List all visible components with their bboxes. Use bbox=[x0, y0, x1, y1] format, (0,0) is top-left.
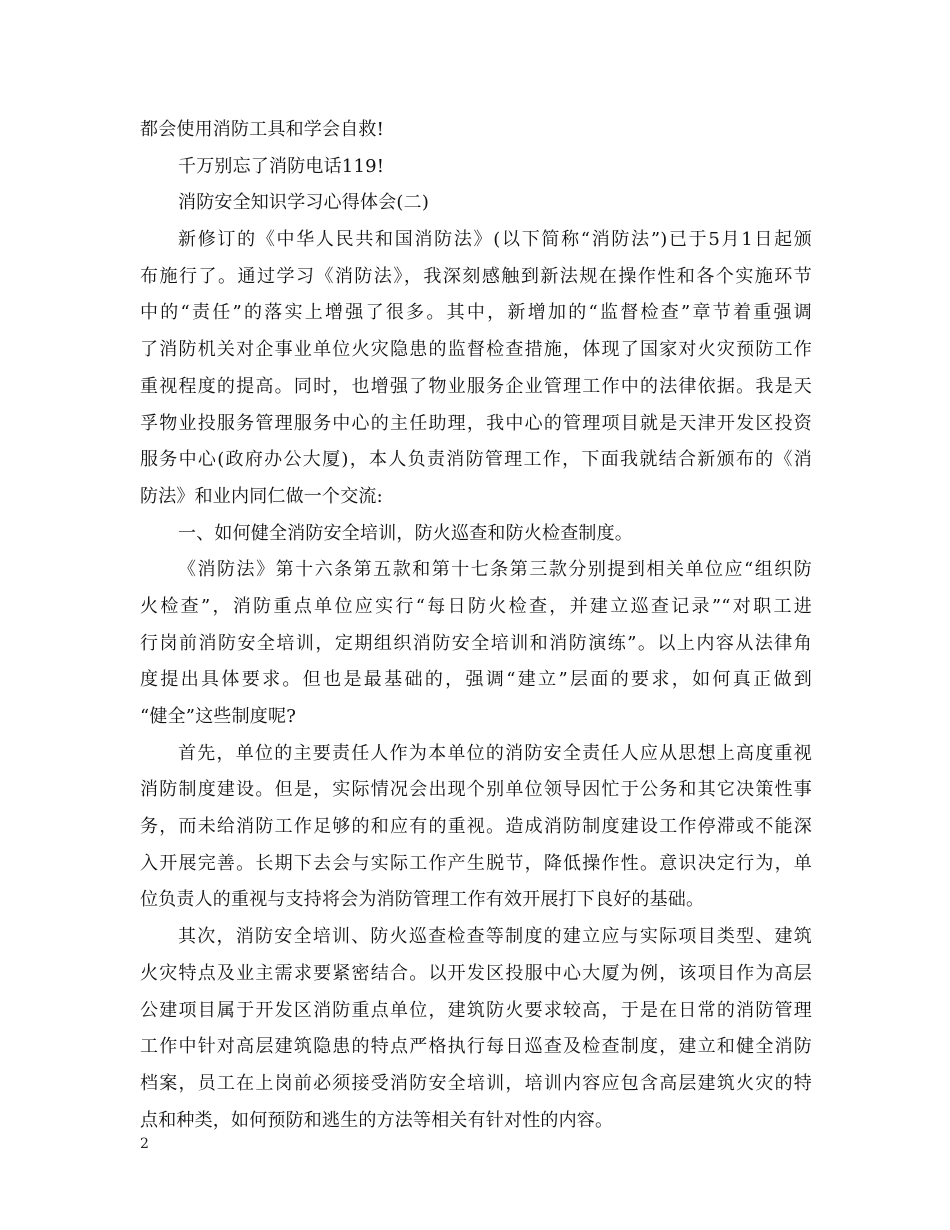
text-line: 《消防法》第十六条第五款和第十七条第三款分别提到相关单位应“组织防 bbox=[178, 559, 812, 581]
text-line: 工作中针对高层建筑隐患的特点严格执行每日巡查及检查制度，建立和健全消防 bbox=[140, 1036, 812, 1058]
document-body bbox=[140, 112, 812, 1139]
text-line: 新修订的《中华人民共和国消防法》(以下简称“消防法”)已于5月1日起颁 bbox=[178, 229, 812, 251]
text-line: 布施行了。通过学习《消防法》，我深刻感触到新法规在操作性和各个实施环节 bbox=[140, 265, 812, 287]
text-line: 重视程度的提高。同时，也增强了物业服务企业管理工作中的法律依据。我是天 bbox=[140, 375, 812, 397]
text-line: 首先，单位的主要责任人作为本单位的消防安全责任人应从思想上高度重视 bbox=[178, 742, 812, 764]
text-line: “健全”这些制度呢? bbox=[140, 706, 297, 727]
text-line: 中的“责任”的落实上增强了很多。其中，新增加的“监督检查”章节着重强调 bbox=[140, 302, 812, 324]
text-line: 千万别忘了消防电话119! bbox=[178, 155, 385, 177]
text-line: 了消防机关对企事业单位火灾隐患的监督检查措施，体现了国家对火灾预防工作 bbox=[140, 339, 812, 361]
text-line: 行岗前消防安全培训，定期组织消防安全培训和消防演练”。以上内容从法律角 bbox=[140, 632, 812, 654]
text-line: 度提出具体要求。但也是最基础的，强调“建立”层面的要求，如何真正做到 bbox=[140, 669, 812, 691]
text-line: 孚物业投服务管理服务中心的主任助理，我中心的管理项目就是天津开发区投资 bbox=[140, 412, 812, 434]
text-line: 入开展完善。长期下去会与实际工作产生脱节，降低操作性。意识决定行为，单 bbox=[140, 852, 812, 874]
page-number: 2 bbox=[140, 1136, 149, 1152]
text-line: 位负责人的重视与支持将会为消防管理工作有效开展打下良好的基础。 bbox=[140, 889, 705, 911]
text-line: 消防制度建设。但是，实际情况会出现个别单位领导因忙于公务和其它决策性事 bbox=[140, 779, 812, 801]
text-line: 火灾特点及业主需求要紧密结合。以开发区投服中心大厦为例，该项目作为高层 bbox=[140, 962, 812, 984]
text-line: 消防安全知识学习心得体会(二) bbox=[178, 192, 430, 214]
text-line: 都会使用消防工具和学会自救! bbox=[140, 119, 385, 140]
text-line: 档案，员工在上岗前必须接受消防安全培训，培训内容应包含高层建筑火灾的特 bbox=[140, 1072, 812, 1094]
text-line: 公建项目属于开发区消防重点单位，建筑防火要求较高，于是在日常的消防管理 bbox=[140, 999, 812, 1021]
text-line: 防法》和业内同仁做一个交流: bbox=[140, 485, 383, 507]
text-line: 火检查”，消防重点单位应实行“每日防火检查，并建立巡查记录”“对职工进 bbox=[140, 595, 812, 617]
text-line: 务，而未给消防工作足够的和应有的重视。造成消防制度建设工作停滞或不能深 bbox=[140, 816, 812, 838]
text-line: 点和种类，如何预防和逃生的方法等相关有针对性的内容。 bbox=[140, 1109, 614, 1131]
text-line: 一、如何健全消防安全培训，防火巡查和防火检查制度。 bbox=[178, 522, 633, 544]
text-line: 服务中心(政府办公大厦)，本人负责消防管理工作，下面我就结合新颁布的《消 bbox=[140, 449, 812, 471]
text-line: 其次，消防安全培训、防火巡查检查等制度的建立应与实际项目类型、建筑 bbox=[178, 926, 812, 948]
